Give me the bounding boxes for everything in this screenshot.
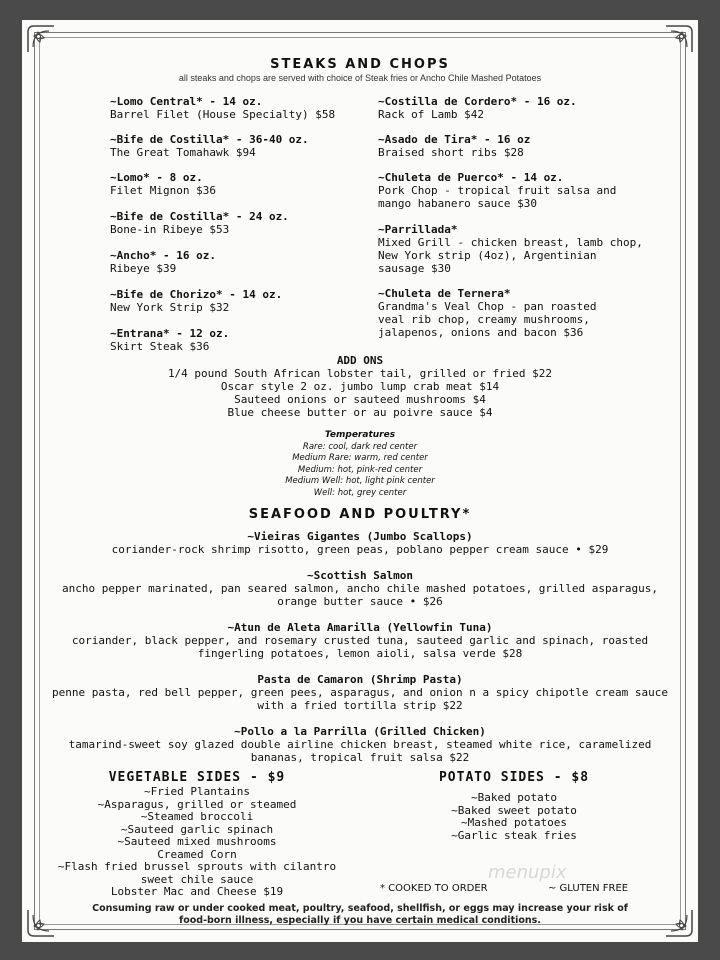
seafood-item (0, 530, 720, 556)
item-desc: The Great Tomahawk $94 (110, 146, 256, 159)
item-desc: coriander, black pepper, and rosemary crusted tuna, sauteed garlic and spinach, roasted (71, 634, 649, 647)
item-desc: orange butter sauce • $26 (277, 595, 443, 608)
seafood-item (0, 569, 720, 608)
list-item: Creamed Corn (157, 847, 237, 861)
item-desc: New York strip (4oz), Argentinian (378, 249, 597, 262)
list-item: ~Asparagus, grilled or steamed (97, 797, 297, 811)
menu-item (378, 133, 530, 159)
footer-disclaimer (0, 903, 720, 927)
item-name: ~Lomo* - 8 oz. (110, 171, 203, 184)
item-desc: Barrel Filet (House Specialty) $58 (110, 108, 336, 121)
item-name: ~Chuleta de Ternera* (378, 287, 511, 300)
item-desc: veal rib chop, creamy mushrooms, (378, 313, 590, 326)
item-name: ~Ancho* - 16 oz. (110, 249, 216, 262)
item-desc: coriander-rock shrimp risotto, green peas, poblano pepper cream sauce • $29 (111, 543, 609, 556)
item-name: ~Entrana* - 12 oz. (110, 327, 230, 340)
item-desc: Bone-in Ribeye $53 (110, 223, 230, 236)
menu-item (110, 171, 216, 197)
list-item: ~Baked potato (470, 791, 558, 804)
item-desc: Mixed Grill - chicken breast, lamb chop, (378, 236, 643, 249)
item-desc: sausage $30 (378, 262, 451, 275)
steaks-subtitle: all steaks and chops are served with choice of Steak fries or Ancho Chile Mashed Potatoes (178, 73, 542, 83)
temperature-line: Medium Rare: warm, red center (292, 453, 428, 463)
addon-line: 1/4 pound South African lobster tail, grilled or fried $22 (167, 367, 553, 380)
temperature-line: Well: hot, grey center (313, 487, 407, 498)
menu-item (110, 249, 216, 275)
item-desc: Grandma's Veal Chop - pan roasted (378, 300, 597, 313)
item-name: ~Lomo Central* - 14 oz. (110, 95, 263, 108)
item-desc: Rack of Lamb $42 (378, 108, 484, 121)
menu-item (110, 210, 289, 236)
addon-line: Sauteed onions or sauteed mushrooms $4 (234, 393, 486, 406)
item-name: ~Parrillada* (378, 223, 458, 236)
cooked-to-order-legend: * COOKED TO ORDER (380, 883, 488, 894)
list-item: ~Fried Plantains (144, 785, 250, 798)
item-desc: fingerling potatoes, lemon aioli, salsa verde $28 (197, 647, 523, 660)
steaks-title: STEAKS AND CHOPS (270, 57, 450, 72)
addon-line: Oscar style 2 oz. jumbo lump crab meat $14 (220, 380, 500, 393)
item-name: ~Vieiras Gigantes (Jumbo Scallops) (247, 530, 473, 543)
seafood-item (0, 673, 720, 712)
seafood-title: SEAFOOD AND POULTRY* (248, 507, 472, 522)
item-desc: Filet Mignon $36 (110, 184, 216, 197)
item-name: Pasta de Camaron (Shrimp Pasta) (257, 673, 463, 686)
temperature-line: Medium: hot, pink-red center (297, 464, 423, 475)
item-desc: Ribeye $39 (110, 262, 177, 275)
item-name: ~Atun de Aleta Amarilla (Yellowfin Tuna) (227, 621, 493, 634)
item-desc: penne pasta, red bell pepper, green pees, asparagus, and onion n a spicy chipotle cream sauce (52, 686, 668, 699)
list-item: ~Steamed broccoli (140, 810, 254, 823)
item-desc: with a fried tortilla strip $22 (257, 699, 463, 712)
item-name: ~Chuleta de Puerco* - 14 oz. (378, 171, 564, 184)
list-item: sweet chile sauce (140, 872, 254, 886)
item-name: ~Costilla de Cordero* - 16 oz. (378, 95, 577, 108)
item-desc: tamarind-sweet soy glazed double airline chicken breast, steamed white rice, caramelized (68, 738, 652, 751)
menu-item (378, 223, 643, 275)
list-item: ~Garlic steak fries (451, 828, 577, 842)
menu-item (110, 133, 309, 159)
seafood-item (0, 725, 720, 764)
item-desc: Braised short ribs $28 (378, 146, 524, 159)
item-desc: mango habanero sauce $30 (378, 197, 537, 210)
item-name: ~Bife de Chorizo* - 14 oz. (110, 288, 283, 301)
gluten-free-legend: ~ GLUTEN FREE (548, 883, 629, 894)
item-name: ~Bife de Costilla* - 24 oz. (110, 210, 289, 223)
addons-title: ADD ONS (336, 354, 384, 367)
potato-sides-title: POTATO SIDES - $8 (438, 770, 590, 785)
menu-item (110, 327, 229, 353)
item-name: ~Bife de Costilla* - 36-40 oz. (110, 133, 309, 146)
list-item: Lobster Mac and Cheese $19 (110, 885, 284, 898)
corner-ornament-icon (24, 22, 58, 56)
item-desc: Skirt Steak $36 (110, 340, 210, 353)
seafood-item (0, 621, 720, 660)
menu-item (378, 287, 597, 339)
vegetable-sides-list (30, 786, 364, 899)
temperatures-block (0, 430, 720, 499)
footer-line: food-born illness, especially if you have certain medical conditions. (179, 915, 541, 926)
item-name: ~Asado de Tira* - 16 oz (378, 133, 531, 146)
menu-item (378, 95, 577, 121)
temperature-line: Rare: cool, dark red center (302, 441, 418, 452)
vegetable-sides-title: VEGETABLE SIDES - $9 (108, 770, 286, 785)
list-item: ~Sauteed garlic spinach (120, 822, 274, 836)
temperatures-title: Temperatures (324, 430, 396, 440)
item-name: ~Pollo a la Parrilla (Grilled Chicken) (234, 725, 486, 738)
item-desc: jalapenos, onions and bacon $36 (378, 326, 584, 339)
addon-line: Blue cheese butter or au poivre sauce $4 (227, 406, 493, 419)
item-desc: bananas, tropical fruit salsa $22 (250, 751, 470, 764)
item-name: ~Scottish Salmon (307, 569, 413, 582)
item-desc: New York Strip $32 (110, 301, 230, 314)
temperature-line: Medium Well: hot, light pink center (285, 476, 435, 486)
potato-sides-list (418, 792, 610, 842)
list-item: ~Mashed potatoes (461, 816, 567, 829)
item-desc: ancho pepper marinated, pan seared salmon, ancho chile mashed potatoes, grilled asparagus, (61, 582, 659, 595)
menu-item (110, 95, 335, 121)
menu-item (378, 171, 616, 210)
watermark: menupix (488, 862, 567, 883)
list-item: ~Flash fried brussel sprouts with cilantro (57, 860, 337, 873)
corner-ornament-icon (662, 22, 696, 56)
footer-line: Consuming raw or under cooked meat, poultry, seafood, shellfish, or eggs may increase your risk of (92, 903, 628, 914)
list-item: ~Sauteed mixed mushrooms (117, 835, 277, 848)
item-desc: Pork Chop - tropical fruit salsa and (378, 184, 617, 197)
menu-item (110, 288, 282, 314)
list-item: ~Baked sweet potato (451, 803, 577, 817)
